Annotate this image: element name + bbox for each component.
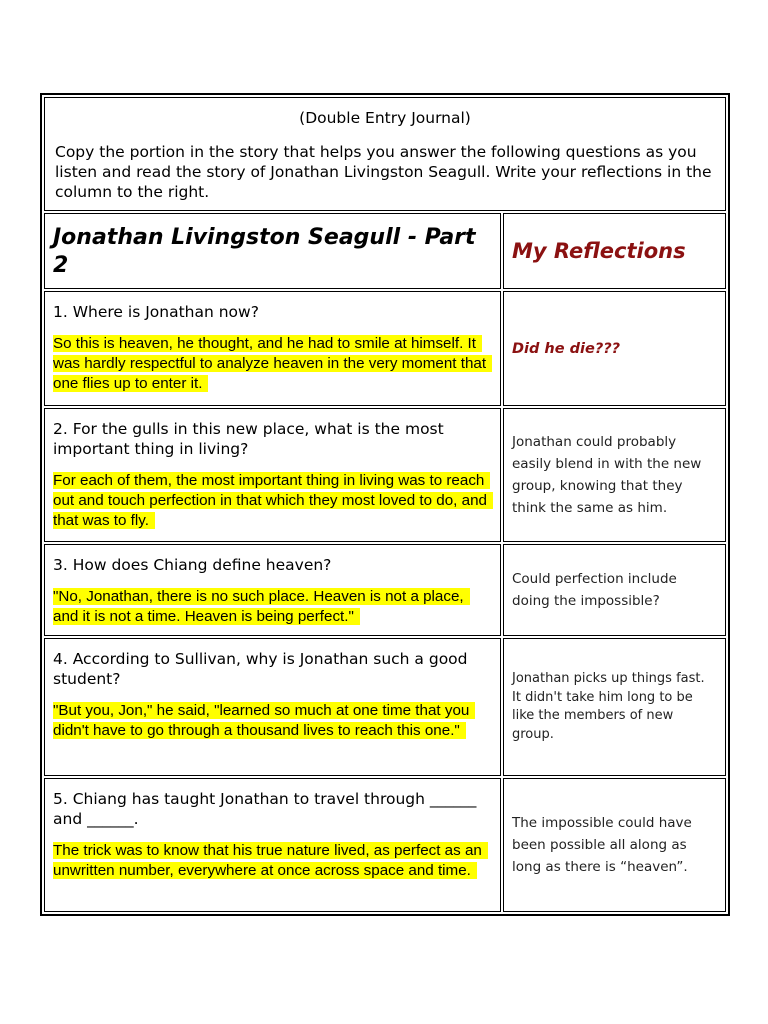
question-1: 1. Where is Jonathan now? bbox=[53, 303, 259, 321]
double-entry-journal-table bbox=[40, 93, 730, 916]
reflection-cell-2 bbox=[503, 408, 726, 542]
question-cell-4 bbox=[44, 638, 501, 776]
reflection-cell-1 bbox=[503, 291, 726, 406]
answer-4-highlight: "But you, Jon," he said, "learned so much at one time that you didn't have to go through a thousand lives to reach this one." bbox=[53, 702, 475, 739]
answer-1-highlight: So this is heaven, he thought, and he had to smile at himself. It was hardly respectful to analyze heaven in the very moment that one flies up to enter it. bbox=[53, 335, 492, 392]
question-cell-1 bbox=[44, 291, 501, 406]
reflections-title-cell bbox=[503, 213, 726, 289]
answer-4 bbox=[53, 701, 492, 741]
story-title-cell bbox=[44, 213, 501, 289]
answer-5-highlight: The trick was to know that his true nature lived, as perfect as an unwritten number, everywhere at once across space and time. bbox=[53, 842, 488, 879]
reflection-4: Jonathan picks up things fast. It didn't take him long to be like the members of new group. bbox=[512, 671, 705, 742]
question-cell-2 bbox=[44, 408, 501, 542]
question-2: 2. For the gulls in this new place, what is the most important thing in living? bbox=[53, 420, 444, 458]
reflection-5: The impossible could have been possible all along as long as there is “heaven”. bbox=[512, 815, 692, 875]
answer-2 bbox=[53, 471, 492, 531]
reflection-2: Jonathan could probably easily blend in with the new group, knowing that they think the same as him. bbox=[512, 434, 702, 516]
reflection-cell-5 bbox=[503, 778, 726, 912]
journal-instructions: Copy the portion in the story that helps you answer the following questions as you listen and read the story of Jonathan Livingston Seagull. Write your reflections in the column to the right. bbox=[55, 143, 712, 201]
journal-title: (Double Entry Journal) bbox=[299, 109, 471, 127]
reflection-cell-3 bbox=[503, 544, 726, 636]
reflection-1: Did he die??? bbox=[512, 340, 621, 357]
story-title: Jonathan Livingston Seagull - Part 2 bbox=[53, 225, 476, 278]
answer-3-highlight: "No, Jonathan, there is no such place. Heaven is not a place, and it is not a time. Heaven is being perfect." bbox=[53, 588, 470, 625]
reflection-cell-4 bbox=[503, 638, 726, 776]
reflection-3: Could perfection include doing the impossible? bbox=[512, 571, 677, 609]
answer-3 bbox=[53, 587, 492, 627]
question-3: 3. How does Chiang define heaven? bbox=[53, 556, 332, 574]
answer-2-highlight: For each of them, the most important thing in living was to reach out and touch perfection in that which they most loved to do, and that was to fly. bbox=[53, 472, 493, 529]
answer-1 bbox=[53, 334, 492, 394]
reflections-title: My Reflections bbox=[512, 239, 686, 263]
answer-5 bbox=[53, 841, 492, 881]
question-5: 5. Chiang has taught Jonathan to travel through ______ and ______. bbox=[53, 790, 477, 828]
question-cell-3 bbox=[44, 544, 501, 636]
question-4: 4. According to Sullivan, why is Jonathan such a good student? bbox=[53, 650, 468, 688]
journal-header bbox=[44, 97, 726, 211]
question-cell-5 bbox=[44, 778, 501, 912]
